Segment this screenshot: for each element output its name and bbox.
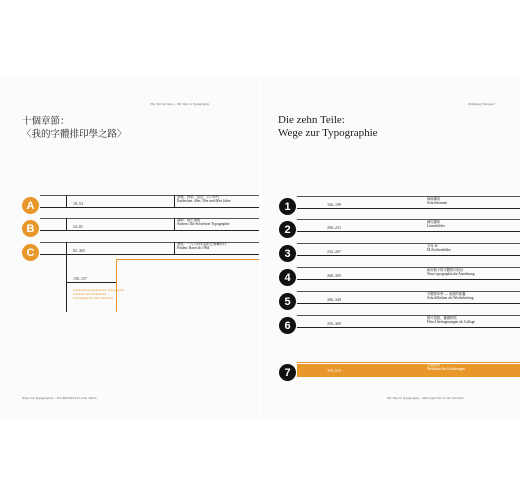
subsection-note-line-2: Lehrplan und didaktische xyxy=(73,292,107,296)
section-badge-b: B xyxy=(22,220,39,237)
subsection-pages: 130–157 xyxy=(73,276,87,281)
part-7-pages: 370–513 xyxy=(327,368,341,373)
section-a-caption xyxy=(177,195,231,204)
part-3-caption-de: M Zeichenbilder xyxy=(427,248,452,253)
part-5-caption xyxy=(427,292,474,301)
part-4-caption-de: Neue typographische Anordnung xyxy=(427,272,475,277)
part-5-rule-top xyxy=(297,291,520,292)
left-title-line2: 〈我的字體排印學之路〉 xyxy=(22,129,127,140)
section-badge-a: A xyxy=(22,197,39,214)
part-2-caption-zh: 線性圖象 xyxy=(427,220,441,224)
section-a-pages: 18–53 xyxy=(73,201,83,206)
subsection-note-line-1: Unterrichtsprogramm der Typographie xyxy=(73,288,124,292)
part-4-caption xyxy=(427,268,475,277)
subsection-note-line-3: Grundlagen für den Unterricht xyxy=(73,296,114,300)
part-badge-5: 5 xyxy=(279,293,296,310)
part-3-caption-zh: 字母 M xyxy=(427,244,438,248)
part-6-caption xyxy=(427,316,475,325)
subsection-rule xyxy=(66,282,116,283)
part-1-caption-zh: 線與構成 xyxy=(427,197,441,201)
part-3-rule-top xyxy=(297,243,520,244)
section-a-caption-de: Entdecken: 40er, 50er und 60er Jahre xyxy=(177,199,231,204)
part-4-rule-top xyxy=(297,267,520,268)
part-badge-3: 3 xyxy=(279,245,296,262)
section-b-pages: 54–81 xyxy=(73,224,83,229)
section-badge-c: C xyxy=(22,244,39,261)
part-6-rule-top xyxy=(297,315,520,316)
section-c-divider xyxy=(66,242,67,254)
section-c-caption-zh: 發展：一九六四年起的巴塞爾年代 xyxy=(177,242,227,246)
section-c-caption xyxy=(177,242,226,251)
part-2-rule-top xyxy=(297,219,520,220)
subsection-orange-stem xyxy=(116,259,117,312)
part-7-rule-bottom xyxy=(297,374,520,375)
part-4-caption-zh: 新形態下的字體排印設計 xyxy=(427,268,464,272)
section-b-caption xyxy=(177,218,229,227)
part-5-rule-bottom xyxy=(297,303,520,304)
section-b-divider-2 xyxy=(174,218,175,230)
left-page-footer: Wege zur Typographie – Ein Rückblick in zehn Teilen xyxy=(22,396,97,400)
section-a-rule-bottom xyxy=(40,207,259,208)
part-5-pages: 306–349 xyxy=(327,297,341,302)
part-2-pages: 200–231 xyxy=(327,225,341,230)
part-4-rule-bottom xyxy=(297,279,520,280)
section-c-divider-2 xyxy=(174,242,175,254)
section-b-caption-zh: 講師：瑞士風格 xyxy=(177,218,201,222)
part-3-caption xyxy=(427,244,451,253)
part-2-caption-de: Linearbilder xyxy=(427,224,445,229)
section-c-caption-de: Finden: Basel ab 1964 xyxy=(177,246,210,251)
part-4-pages: 268–305 xyxy=(327,273,341,278)
part-badge-2: 2 xyxy=(279,221,296,238)
section-c-pages: 82–365 xyxy=(73,248,85,253)
part-badge-4: 4 xyxy=(279,269,296,286)
part-2-rule-bottom xyxy=(297,231,520,232)
subsection-note xyxy=(73,288,124,300)
part-1-rule-top xyxy=(297,196,520,197)
part-badge-7: 7 xyxy=(279,364,296,381)
part-1-rule-bottom xyxy=(297,208,520,209)
right-page xyxy=(261,78,520,418)
section-b-rule-bottom xyxy=(40,230,259,231)
part-3-pages: 232–267 xyxy=(327,249,341,254)
section-c-rule-bottom xyxy=(40,254,259,255)
right-page-header: Wolfgang Weingart xyxy=(468,102,495,106)
section-a-divider-2 xyxy=(174,195,175,207)
section-b-divider xyxy=(66,218,67,230)
part-3-rule-bottom xyxy=(297,255,520,256)
part-7-caption-zh: 字體排印 xyxy=(427,363,441,367)
part-badge-1: 1 xyxy=(279,198,296,215)
section-a-divider xyxy=(66,195,67,207)
part-2-caption xyxy=(427,220,445,229)
section-a-caption-zh: 塗鴉，拼貼，直幻，六○年代 xyxy=(177,195,220,199)
part-badge-6: 6 xyxy=(279,317,296,334)
left-page-header: The Ten Sections – My Way to Typography xyxy=(150,102,210,106)
left-title-line1: 十個章節： xyxy=(22,116,70,127)
part-5-caption-zh: 字體排印學 — 表面的重疊 xyxy=(427,292,466,296)
part-1-pages: 166–199 xyxy=(327,202,341,207)
part-6-caption-zh: 膠片拼貼，疊層拼貼 xyxy=(427,316,457,320)
part-7-rule-top xyxy=(297,362,520,363)
left-page xyxy=(0,78,259,418)
section-b-caption-de: Suchen: Die Schweizer Typographie xyxy=(177,222,230,227)
right-page-footer: My Way to Typography – Retrospective in Ten Sections xyxy=(387,396,464,400)
part-5-caption-de: Schriftflächen als Wiederholung xyxy=(427,296,474,301)
part-1-caption-de: Schriftformen xyxy=(427,201,448,206)
right-title-line2: Wege zur Typographie xyxy=(278,127,378,139)
part-6-pages: 350–369 xyxy=(327,321,341,326)
subsection-stem xyxy=(66,254,67,312)
part-7-caption xyxy=(427,363,465,372)
subsection-orange-branch xyxy=(116,259,259,260)
part-1-caption xyxy=(427,197,447,206)
part-6-rule-bottom xyxy=(297,327,520,328)
part-6-caption-de: Film-Überlagerungen als Collage xyxy=(427,320,476,325)
part-7-caption-de: Werkstatt der Erfahrungen xyxy=(427,367,466,372)
right-title-line1: Die zehn Teile: xyxy=(278,114,345,126)
